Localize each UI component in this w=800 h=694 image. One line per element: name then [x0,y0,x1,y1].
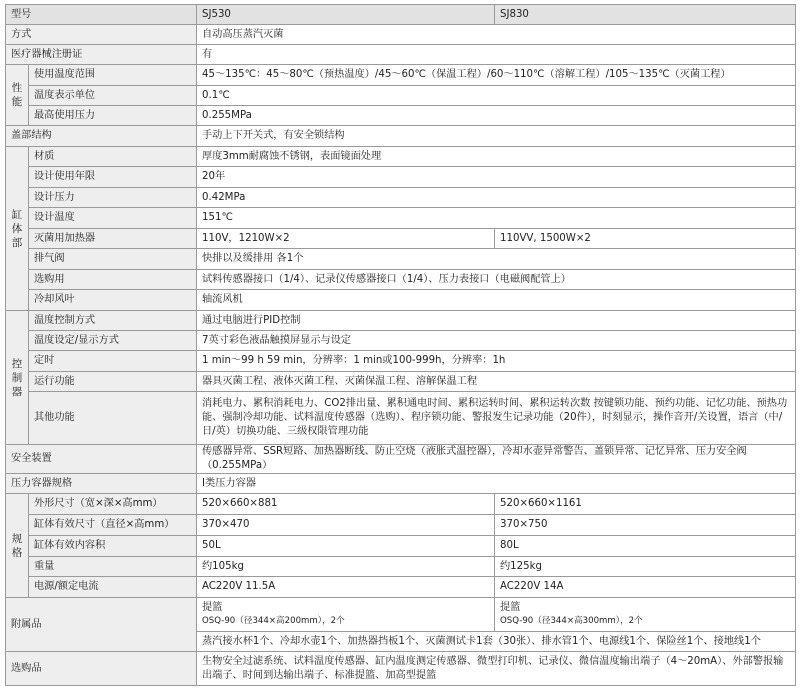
inner-size-row [6,515,796,536]
temp-range-row [6,65,796,86]
weight-b: 约125kg [495,557,796,577]
run-value: 器具灭菌工程、液体灭菌工程、灭菌保温工程、溶解保温工程 [197,372,796,392]
safety-label: 安全装置 [6,445,197,474]
outer-size-b: 520×660×1161 [495,494,796,515]
life-value: 20年 [197,167,796,188]
max-pressure-label: 最高使用压力 [29,106,197,126]
outer-size-row [6,494,796,515]
material-label: 材质 [29,147,197,167]
timer-row [6,351,796,372]
lid-label: 盖部结构 [6,126,197,147]
run-label: 运行功能 [29,372,197,392]
basket-b-title: 提篮 [500,602,521,613]
heater-value-b: 110VV, 1500W×2 [495,229,796,249]
control-side-char: 制 [11,371,23,384]
method-label: 方式 [6,25,197,45]
volume-label: 缸体有效内容积 [29,536,197,557]
basket-a-detail: OSQ-90（径344×高200mm），2个 [202,616,345,626]
volume-row [6,536,796,557]
exhaust-label: 排气阀 [29,249,197,270]
performance-side-label [6,65,29,126]
temp-mode-value: 通过电脑进行PID控制 [197,311,796,331]
temp-range-value: 45～135℃：45～80℃（预热温度）/45～60℃（保温工程）/60～110℃（溶解工程）/105～135℃（灭菌工程） [197,65,796,86]
pressure-class-label: 压力容器规格 [6,474,197,494]
other-functions-row [6,392,796,445]
timer-value: 1 min～99 h 59 min，分辨率：1 min或100-999h，分辨率：1h [197,351,796,372]
medical-cert-value: 有 [197,45,796,65]
method-row [6,25,796,45]
weight-label: 重量 [29,557,197,577]
basket-a-title: 提篮 [202,602,223,613]
model-a-header: SJ530 [197,5,495,25]
exhaust-value: 快排以及缓排用 各1个 [197,249,796,270]
volume-b: 80L [495,536,796,557]
power-a: AC220V 11.5A [197,577,495,598]
lid-value: 手动上下开关式，有安全锁结构 [197,126,796,147]
fan-label: 冷却风叶 [29,290,197,311]
material-value: 厚度3mm耐腐蚀不锈钢，表面镜面处理 [197,147,796,167]
pressure-class-value: Ⅰ类压力容器 [197,474,796,494]
accessories-label: 附属品 [6,598,197,652]
basket-b-detail: OSQ-90（径344×高300mm），2个 [500,616,643,626]
heater-value-a: 110V，1210W×2 [197,229,495,249]
outer-size-label: 外形尺寸（宽×深×高mm） [29,494,197,515]
medical-cert-label: 医疗器械注册证 [6,45,197,65]
tank-side-char: 体 [11,222,23,235]
spec-table [5,4,796,686]
design-pressure-value: 0.42MPa [197,188,796,208]
spec-side-label [6,494,29,598]
heater-row [6,229,796,249]
inner-size-b: 370×750 [495,515,796,536]
safety-row [6,445,796,474]
spec-side-char: 规 [11,532,23,545]
power-row [6,577,796,598]
temp-mode-row [6,311,796,331]
design-temp-label: 设计温度 [29,208,197,229]
fan-row [6,290,796,311]
weight-a: 约105kg [197,557,495,577]
options-value: 生物安全过滤系统、试料温度传感器、缸内温度测定传感器、微型打印机、记录仪、微信温度输出端子（4～20mA）、外部警报输出端子、时间到达输出端子、标准提篮、加高型提篮 [197,652,796,686]
temp-range-label: 使用温度范围 [29,65,197,86]
safety-value: 传感器异常、SSR短路、加热器断线、防止空烧（液胀式温控器），冷却水壶异常警告、盖锁异常、记忆异常、压力安全阀（0.255MPa） [197,445,796,474]
temp-unit-row [6,86,796,106]
temp-unit-label: 温度表示单位 [29,86,197,106]
lid-row [6,126,796,147]
method-value: 自动高压蒸汽灭菌 [197,25,796,45]
life-label: 设计使用年限 [29,167,197,188]
basket-a-cell [197,598,495,632]
header-row [6,5,796,25]
control-side-char: 控 [11,357,23,370]
tank-side-char: 缸 [11,208,23,221]
spec-side-char: 格 [11,546,23,559]
temp-unit-value: 0.1℃ [197,86,796,106]
design-pressure-label: 设计压力 [29,188,197,208]
design-temp-row [6,208,796,229]
heater-label: 灭菌用加热器 [29,229,197,249]
run-row [6,372,796,392]
design-temp-value: 151℃ [197,208,796,229]
other-functions-value: 消耗电力、累积消耗电力、CO2排出量、累积通电时间、累积运转时间、累积运转次数 按键锁功能、预约功能、记忆功能、预热功能、强制冷却功能、试料温度传感器（选购）、程序锁功能、警报发生记录功能（20件），时刻显示，操作音开/关设置，语言（中/日/英）切换功能、三级权限管理功能 [197,392,796,445]
header-label: 型号 [6,5,197,25]
display-value: 7英寸彩色液晶触摸屏显示与设定 [197,331,796,351]
optional-row [6,270,796,290]
temp-mode-label: 温度控制方式 [29,311,197,331]
performance-side-char: 能 [11,96,23,108]
tank-side-char: 部 [11,236,23,249]
control-side-label [6,311,29,445]
inner-size-label: 缸体有效尺寸（直径×高mm） [29,515,197,536]
material-row [6,147,796,167]
other-functions-label: 其他功能 [29,392,197,445]
pressure-class-row [6,474,796,494]
optional-value: 试料传感器接口（1/4）、记录仪传感器接口（1/4）、压力表接口（电磁阀配管上） [197,270,796,290]
fan-value: 轴流风机 [197,290,796,311]
options-label: 选购品 [6,652,197,686]
options-row [6,652,796,686]
max-pressure-value: 0.255MPa [197,106,796,126]
display-label: 温度设定/显示方式 [29,331,197,351]
design-pressure-row [6,188,796,208]
outer-size-a: 520×660×881 [197,494,495,515]
timer-label: 定时 [29,351,197,372]
accessories-common-value: 蒸汽接水杯1个、冷却水壶1个、加热器挡板1个、灭菌测试卡1套（30张）、排水管1个、电源线1个、保险丝1个、接地线1个 [197,632,796,652]
volume-a: 50L [197,536,495,557]
inner-size-a: 370×470 [197,515,495,536]
basket-row [6,598,796,632]
performance-side-char: 性 [11,82,23,94]
optional-label: 选购用 [29,270,197,290]
life-row [6,167,796,188]
control-side-char: 器 [11,385,23,398]
tank-side-label [6,147,29,311]
model-b-header: SJ830 [495,5,796,25]
power-label: 电源/额定电流 [29,577,197,598]
display-row [6,331,796,351]
medical-cert-row [6,45,796,65]
basket-b-cell [495,598,796,632]
exhaust-row [6,249,796,270]
weight-row [6,557,796,577]
power-b: AC220V 14A [495,577,796,598]
max-pressure-row [6,106,796,126]
